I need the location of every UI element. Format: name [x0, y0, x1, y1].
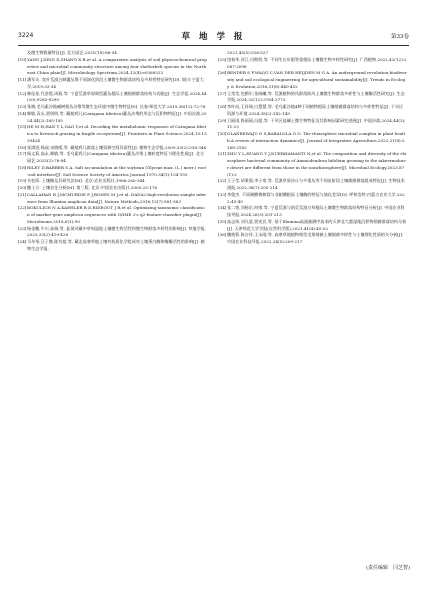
reference-text: 王子莹,胡秉强,李子豪,等. 荒漠草原沙丘与多重丛等不同灰阶段土壤细菌群落组成特征[J]. 生物技术通报,2022,38(7):205-214 — [227, 178, 405, 190]
reference-text: 张梅,毛乌素沙地臧树根丛沙堆等微生态环境中微生物特征[D]. 长春:师范大学,2019,38(12):72-78 — [27, 104, 206, 109]
reference-entry — [18, 50, 207, 57]
reference-text: 张二豪,刘杨宗,何帅,等. 宁夏荒漠与防荒荒漠白草根际土壤微生物群落结构特征分析[J]. 中国农业科技导报,2024,26(3):201-213 — [227, 205, 405, 217]
reference-number: [12] — [18, 90, 27, 96]
reference-text: 魏艳莉,陈吉祥,王永刚,等. 高寒草地植物典型毛果细菌土壤细菌多样性与土壤理化性质相关分析[J]. 中国农业科技导报,2022,24(5):209-217 — [227, 232, 404, 244]
reference-number: [20] — [18, 185, 27, 190]
reference-entry — [218, 219, 407, 233]
reference-number: [30] — [218, 131, 227, 136]
reference-number: [29] — [218, 117, 227, 123]
reference-number: [36] — [218, 232, 227, 238]
reference-entry — [218, 151, 407, 178]
reference-text: 及微生物数量特征[J]. 北方园艺,2021(18):88-94 — [27, 50, 117, 55]
running-header — [18, 31, 409, 43]
reference-text: 卫丽雨,陈丽丽,冯超,等. 干旱区盐碱土微生物特征及其影响因素研究进展[J]. 中国沙漠,2024,44(3):11-23 — [227, 117, 406, 130]
reference-text: YANG J,DING D,ZHANG X R,et al. A comparative analysis of soil physicochemical properties and microbial community structure among four shelterbelt species in the Northeast China plain[J]. Microbiology Spectrum,2024,12(4):e0368323 — [27, 56, 207, 76]
reference-entry — [218, 91, 407, 105]
reference-text: CALLAHAN B J,MCMURDIE P J,ROSEN M J,et al. DADA2:high-resolution sample inference from Illumina amplicon data[J]. Nature Methods,2016,13(7):581-583 — [27, 191, 207, 204]
reference-entry — [18, 192, 207, 206]
reference-entry — [218, 70, 407, 90]
reference-entry — [218, 131, 407, 151]
reference-text: BENDER S F,WAGG C,VAN DER HEIJDEN M G A. An underground revolution:biodiversity and soil ecological engineering for agricultural sustainability[J]. Trends in Ecology & Evolution,2016,31(6):440-452 — [227, 70, 407, 89]
reference-text: 马冬琴,汪子微,陈有超,等. 藏北高寒草地土壤有机质化学组成对土壤蛋白酶和酶酶活性的影响[J]. 植物生态学报, — [27, 239, 205, 251]
reference-entry — [18, 124, 207, 144]
reference-number: [15] — [18, 124, 27, 130]
reference-entry — [18, 111, 207, 125]
reference-text: 张谭进,杨昶,宋晓晴,等. 藏棱鸡儿群落土壤资源空间异质性[J]. 植物生态学报,2009,33(2):338-346 — [27, 144, 207, 150]
reference-text: 高志伟,刘凡晨,贾宪民,等. 基于Illumina高通量测序技术的天津北大港湿地沉积物细菌群落结构分析[J]. 天津师范大学学报(自然科学版),2021,41(4):45-52 — [227, 218, 407, 231]
reference-entry — [218, 57, 407, 71]
reference-number: [34] — [218, 205, 227, 211]
reference-text: 潘军关. 宽叶荒漠白刺灌丛堆不同演化阶段土壤微生物群落结构及多样性特征研究[D]. 银川:宁夏大学,2019:33-34 — [27, 77, 204, 89]
reference-entry — [218, 104, 407, 118]
volume-label: 第33卷 — [391, 34, 409, 40]
reference-entry — [18, 104, 207, 111]
journal-title: 草 地 学 报 — [181, 32, 246, 42]
reference-entry — [18, 77, 207, 91]
reference-text: 李俊杰. 不同耐酸梅树栽与非耐酸根际土壤酶的特征与演化差异[D]. 呼和浩特:内蒙古农业大学,2022:45-49 — [227, 191, 405, 204]
reference-entry — [218, 178, 407, 192]
reference-text: ZHU Y L,HUANG Y J,NUERHAMANTI N,et al. The composition and diversity of the rhizosphere bacterial community of Ammodendron bifolium growing in the takeermohuer desert are different from those in the nonrhizosphere[J]. Microbial Ecology,2023,87(1):2 — [227, 151, 407, 177]
page-number: 3224 — [18, 32, 34, 39]
reference-number: [25] — [218, 56, 227, 62]
reference-entry — [218, 205, 407, 219]
reference-number: [10] — [18, 56, 27, 62]
reference-text: 李叶向,王祥瑞,白慧慧,等. 毛乌素沙地4种不同植物根际土壤细菌群落结构与多样性特征[J]. 干旱区资源与环境,2024,38(2):142-149 — [227, 104, 404, 116]
reference-number: [31] — [218, 151, 227, 157]
editor-line: (责任编辑 闫芝智) — [366, 565, 410, 571]
reference-number: [32] — [218, 178, 227, 184]
reference-number: [33] — [218, 191, 227, 197]
reference-text: RILEY D,BARBER S A. Salt accumulation at the soybean (Glycine max. (L.) merr.) root-soil interface[J]. Soil Science Society of America Journal,1970,34(1):154-155 — [27, 164, 207, 177]
reference-entry — [18, 178, 207, 185]
reference-number: [14] — [18, 110, 27, 116]
reference-number: [35] — [218, 218, 227, 224]
reference-text: 饶春华,苏江,付攸明,等. 不同生长年限等重根际土壤微生物多样性研究[J]. 广西植物,2022,42(12):2087-2098 — [227, 56, 407, 69]
reference-number: [24] — [18, 239, 27, 244]
reference-text: 杨文菊,高永,韩敏,等. 毛乌素鸡儿(Caragana tibetica)灌丛沙堆土壤粒度特征与理化性质[J]. 北方园艺,2025(2):76-84 — [27, 151, 205, 163]
reference-text: 韩敏,袁永,贾明明,等. 藏棱鸡儿(Caragana tibetica)灌丛沙堆的形态与沉积物特征[J]. 中国沙漠,2024,44(2):185-195 — [27, 110, 207, 123]
reference-entry — [18, 91, 207, 105]
reference-entry — [18, 165, 207, 179]
reference-entry — [18, 151, 207, 165]
reference-number: [17] — [18, 151, 27, 157]
reference-entry — [18, 239, 207, 253]
reference-number: [21] — [18, 191, 27, 197]
reference-number: [19] — [18, 178, 27, 184]
reference-number: [13] — [18, 104, 27, 109]
reference-text: BOKULICH N A,KAEHLER B D,RIDEOUT J R,et al. Optimizing taxonomic classification of marker-gene amplicon sequences with QIIME 2's q2-feature-classifier plugin[J]. Microbiome,2018,6(1):90 — [27, 205, 205, 224]
header-rule — [18, 45, 409, 46]
reference-number: [11] — [18, 77, 27, 82]
reference-text: 王常莹,包额尔,张晓曦,等. 荒漠植物防风群落防风土壤微生物群落多样性与土壤酶活性研究[J]. 生态学报,2024,32(12):3764-3773 — [227, 90, 405, 103]
reference-entry — [218, 50, 407, 57]
reference-entry — [218, 118, 407, 132]
reference-text: 杨金鹏,牛川,孙瑞,等. 盐氧对藏中草甸湿地土壤微生物活性和微生物群落多样性的影响[J]. 草地学报,2025,33(2):419-428 — [27, 225, 206, 238]
reference-text: OLANREWAJU O S,BABALOLA O O. The rhizosphere microbial complex in plant health:A review of interaction dynamics[J]. Journal of Integrative Agriculture,2022,21(8):2168-2182 — [227, 131, 406, 150]
reference-text: 鲍士旦. 土壤农化分析[M]. 第三版. 北京:中国农业出版社,2000:25-176 — [27, 185, 158, 190]
reference-number: [27] — [218, 90, 227, 96]
reference-entry — [18, 205, 207, 225]
reference-entry — [218, 232, 407, 246]
reference-text: 2021,45(5):516-527 — [227, 50, 269, 55]
reference-number: [22] — [18, 205, 27, 211]
reference-entry — [218, 192, 407, 206]
reference-text: 韩佳星,代金霞,周燕,等. 宁夏荒漠草原典型灌丛根际土壤细菌群落结构与功能[J]. 生态学报,2024,44(20):9285-9299 — [27, 90, 207, 103]
reference-entry — [18, 185, 207, 192]
reference-number: [16] — [18, 144, 27, 150]
reference-number: [28] — [218, 104, 227, 109]
references-left-column — [18, 50, 207, 253]
reference-number: [23] — [18, 225, 27, 231]
reference-entry — [18, 57, 207, 77]
reference-entry — [18, 226, 207, 240]
reference-text: 关松荫. 土壤酶及其研究法[M]. 北京:农业出版社,1986:260-344 — [27, 178, 145, 184]
reference-number: [18] — [18, 164, 27, 170]
reference-number: [26] — [218, 70, 227, 76]
references-right-column — [218, 50, 407, 246]
reference-text: HE M H,HAN Y L,GAO Y,et al. Decoding the metabolomic responses of Caragana tibetica to livestock grazing in fragile ecosystems[J]. Frontiers in Plant Science,2024,15:1339424 — [27, 124, 207, 143]
